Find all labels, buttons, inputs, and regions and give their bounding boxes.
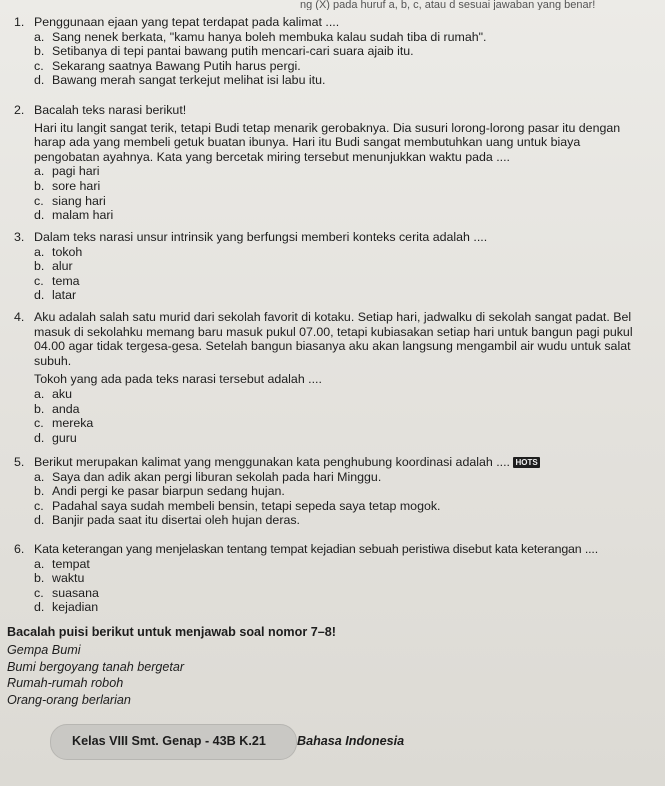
- page-footer: [50, 724, 460, 758]
- question-5: [14, 455, 654, 528]
- option-d[interactable]: d. Banjir pada saat itu disertai oleh hujan deras.: [34, 513, 300, 528]
- question-stem: Tokoh yang ada pada teks narasi tersebut adalah ....: [34, 372, 322, 387]
- question-number: 5.: [14, 455, 25, 469]
- option-c[interactable]: c. mereka: [34, 416, 94, 431]
- option-a[interactable]: a. aku: [34, 386, 72, 401]
- footer-class-label: Kelas VIII Smt. Genap - 43B K.21: [72, 734, 266, 748]
- question-3: [14, 230, 654, 303]
- question-number: 4.: [14, 310, 25, 324]
- option-a[interactable]: a. tokoh: [34, 244, 83, 259]
- option-a[interactable]: a. tempat: [34, 556, 90, 571]
- option-c[interactable]: c. suasana: [34, 585, 99, 600]
- option-d[interactable]: d. guru: [34, 430, 77, 445]
- narrative-passage: Aku adalah salah satu murid dari sekolah favorit di kotaku. Setiap hari, jadwalku di sekolah sangat padat. Bel masuk di sekolahku memang baru masuk pukul 07.00, tetapi kubiasakan setiap hari untuk bangun pagi pukul 04.00 agar tidak tergesa-gesa. Setelah bangun biasanya aku akan langsung mengambil air wudu untuk salat subuh.: [34, 310, 633, 368]
- question-number: 6.: [14, 542, 25, 556]
- option-b[interactable]: b. Setibanya di tepi pantai bawang putih mencari-cari suara ajaib itu.: [34, 44, 414, 59]
- hots-badge: HOTS: [515, 458, 538, 467]
- footer-subject-label: Bahasa Indonesia: [297, 734, 405, 748]
- poem-line: Rumah-rumah roboh: [7, 676, 124, 691]
- question-number: 1.: [14, 15, 25, 29]
- option-d[interactable]: d. Bawang merah sangat terkejut melihat isi labu itu.: [34, 73, 326, 88]
- narrative-passage: Hari itu langit sangat terik, tetapi Budi tetap menarik gerobaknya. Dia susuri lorong-lorong pasar itu dengan harap ada yang membeli getuk buatan ibunya. Hari itu Budi sangat membutuhkan uang untuk biaya pengobatan ayahnya. Kata yang bercetak miring tersebut menunjukkan waktu pada ....: [34, 120, 621, 164]
- question-4: [14, 310, 654, 445]
- option-a[interactable]: a. Sang nenek berkata, "kamu hanya boleh membuka kalau sudah tiba di rumah".: [34, 29, 487, 44]
- poem-line: Orang-orang berlarian: [7, 692, 131, 707]
- question-number: 2.: [14, 103, 25, 117]
- question-stem: Kata keterangan yang menjelaskan tentang tempat kejadian sebuah peristiwa disebut kata keterangan ....: [34, 542, 598, 556]
- option-c[interactable]: c. Padahal saya sudah membeli bensin, tetapi sepeda saya tetap mogok.: [34, 498, 441, 513]
- option-b[interactable]: b. Andi pergi ke pasar biarpun sedang hujan.: [34, 484, 285, 499]
- question-stem: Berikut merupakan kalimat yang menggunakan kata penghubung koordinasi adalah .... HOTS: [34, 455, 538, 469]
- question-6: [14, 542, 659, 615]
- question-2: [14, 103, 654, 223]
- option-c[interactable]: c. siang hari: [34, 193, 106, 208]
- poem: [7, 642, 184, 708]
- option-d[interactable]: d. latar: [34, 288, 77, 303]
- poem-line: Bumi bergoyang tanah bergetar: [7, 659, 185, 674]
- section-instruction: Bacalah puisi berikut untuk menjawab soal nomor 7–8!: [7, 625, 336, 639]
- option-d[interactable]: d. malam hari: [34, 208, 114, 223]
- poem-title: Gempa Bumi: [7, 643, 81, 657]
- option-c[interactable]: c. tema: [34, 273, 80, 288]
- option-b[interactable]: b. alur: [34, 259, 73, 274]
- option-b[interactable]: b. anda: [34, 401, 80, 416]
- question-stem: Penggunaan ejaan yang tepat terdapat pada kalimat ....: [34, 15, 340, 29]
- option-c[interactable]: c. Sekarang saatnya Bawang Putih harus pergi.: [34, 58, 301, 73]
- question-number: 3.: [14, 230, 25, 244]
- option-b[interactable]: b. waktu: [34, 571, 85, 586]
- header-fragment: ng (X) pada huruf a, b, c, atau d sesuai jawaban yang benar!: [300, 0, 596, 10]
- option-b[interactable]: b. sore hari: [34, 178, 101, 193]
- option-a[interactable]: a. Saya dan adik akan pergi liburan sekolah pada hari Minggu.: [34, 469, 382, 484]
- option-d[interactable]: d. kejadian: [34, 600, 99, 615]
- option-a[interactable]: a. pagi hari: [34, 164, 100, 179]
- question-stem: Dalam teks narasi unsur intrinsik yang berfungsi memberi konteks cerita adalah ....: [34, 230, 488, 244]
- question-1: [14, 15, 654, 88]
- question-stem: Bacalah teks narasi berikut!: [34, 103, 187, 117]
